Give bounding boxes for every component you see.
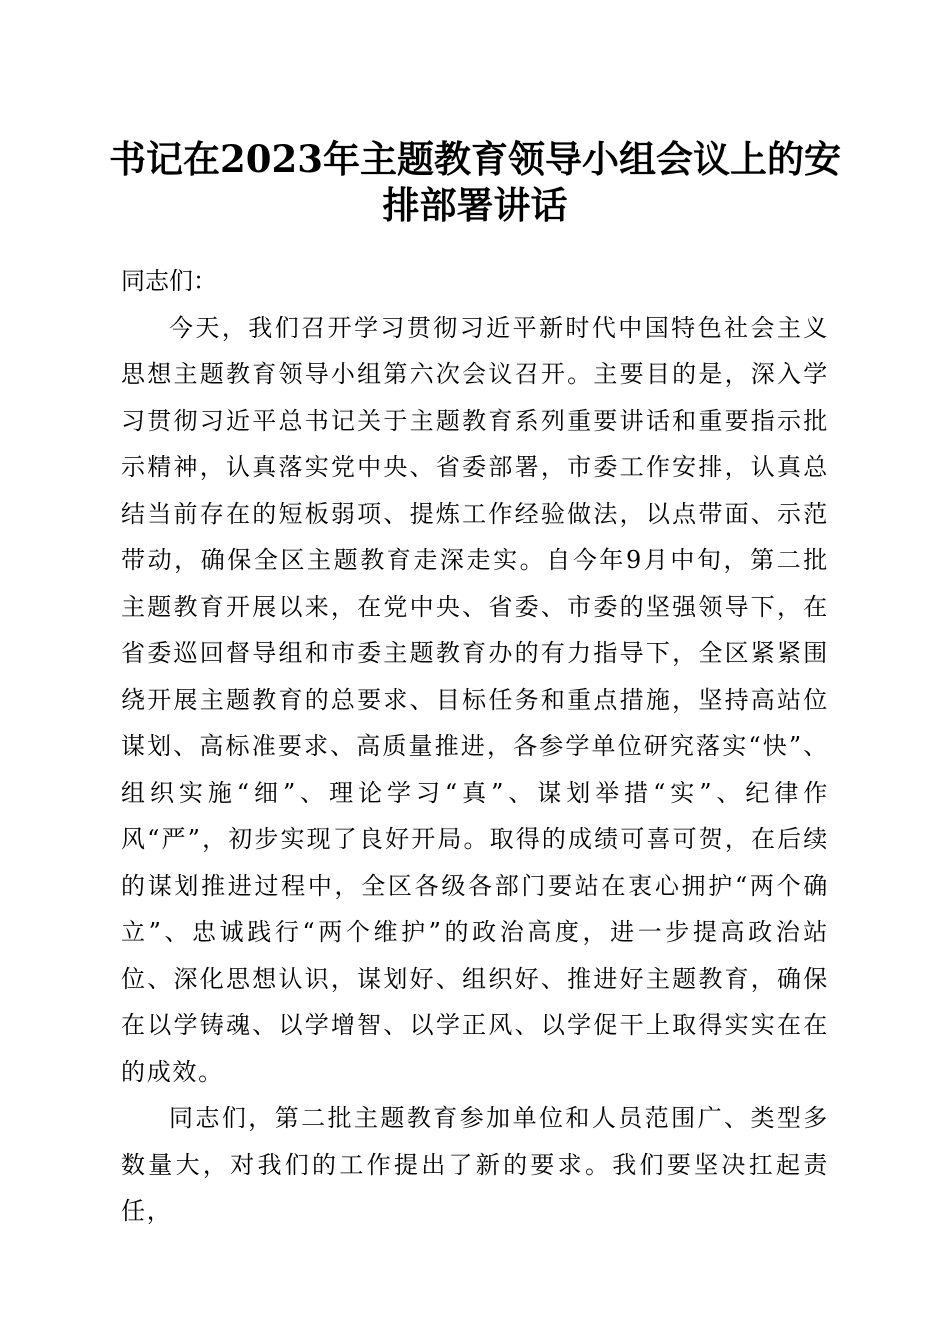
salutation: 同志们：	[121, 267, 217, 295]
document-body	[121, 258, 829, 1235]
paragraph-2: 同志们，第二批主题教育参加单位和人员范围广、类型多数量大，对我们的工作提出了新的要求。我们要坚决扛起责任，	[121, 1104, 829, 1225]
paragraph-1: 今天，我们召开学习贯彻习近平新时代中国特色社会主义思想主题教育领导小组第六次会议召开。主要目的是，深入学习贯彻习近平总书记关于主题教育系列重要讲话和重要指示批示精神，认真落实党中央、省委部署，市委工作安排，认真总结当前存在的短板弱项、提炼工作经验做法，以点带面、示范带动，确保全区主题教育走深走实。自今年9月中旬，第二批主题教育开展以来，在党中央、省委、市委的坚强领导下，在省委巡回督导组和市委主题教育办的有力指导下，全区紧紧围绕开展主题教育的总要求、目标任务和重点措施，坚持高站位谋划、高标准要求、高质量推进，各参学单位研究落实“快”、组织实施“细”、理论学习“真”、谋划举措“实”、纪律作风“严”，初步实现了良好开局。取得的成绩可喜可贺，在后续的谋划推进过程中，全区各级各部门要站在衷心拥护“两个确立”、忠诚践行“两个维护”的政治高度，进一步提高政治站位、深化思想认识，谋划好、组织好、推进好主题教育，确保在以学铸魂、以学增智、以学正风、以学促干上取得实实在在的成效。	[121, 313, 829, 1086]
document-title: 书记在2023年主题教育领导小组会议上的安排部署讲话	[109, 137, 841, 227]
